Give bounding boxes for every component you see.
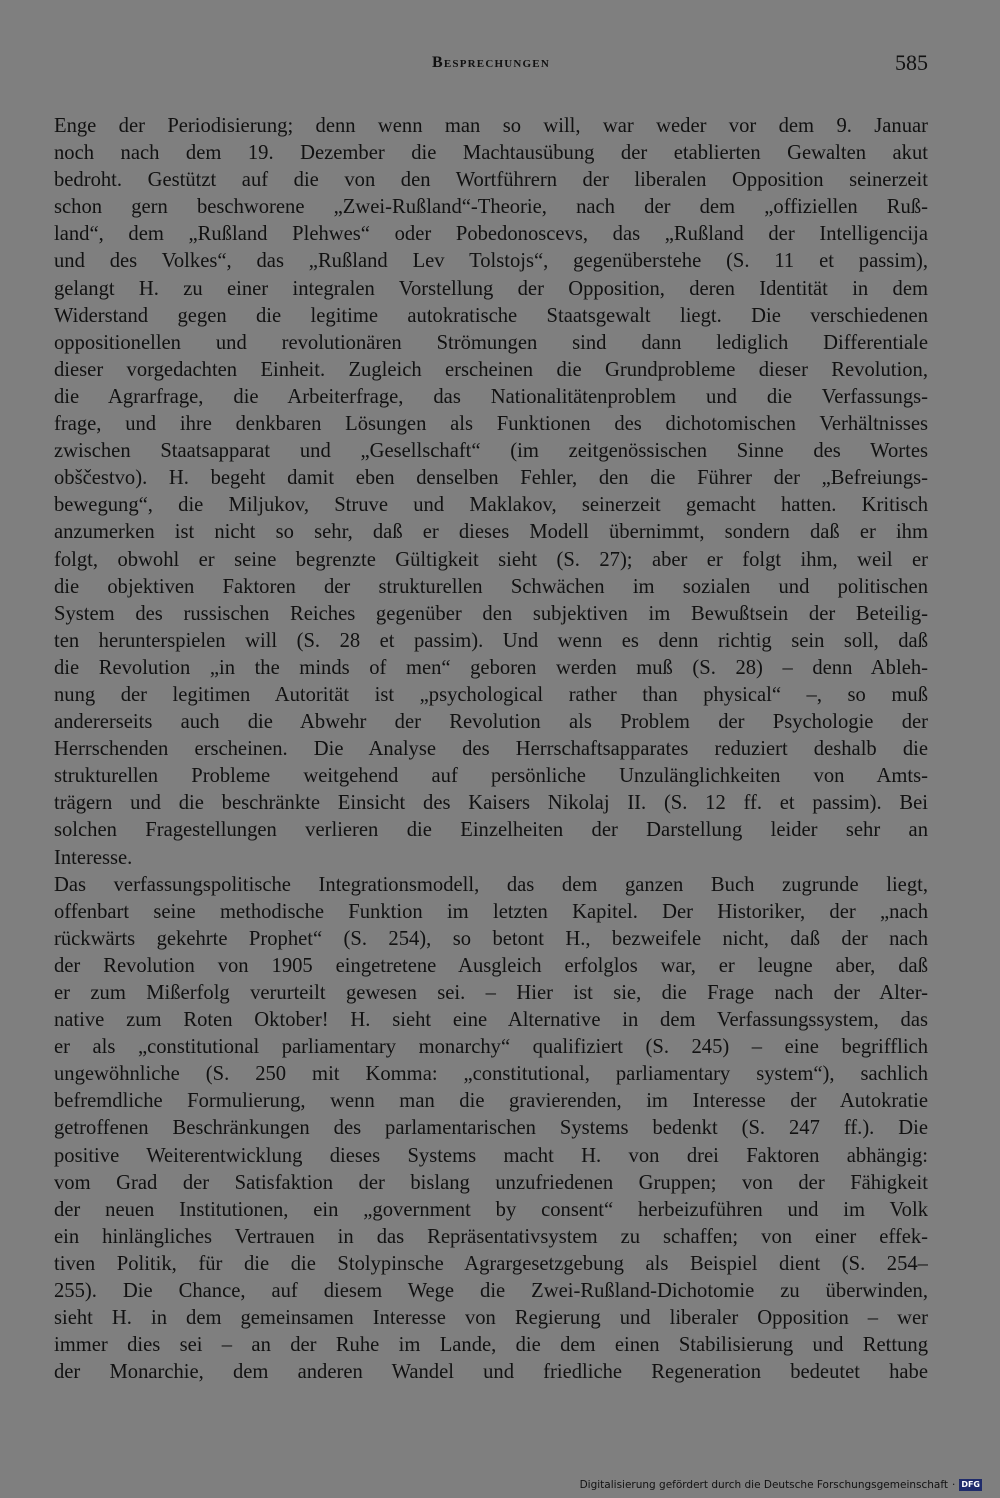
body-text	[54, 113, 928, 1386]
text-line: land“, dem „Rußland Plehwes“ oder Pobedonoscevs, das „Rußland der Intelligencija	[54, 223, 928, 246]
text-line: der Monarchie, dem anderen Wandel und friedliche Regeneration bedeutet habe	[54, 1361, 928, 1384]
text-line: 255). Die Chance, auf diesem Wege die Zwei-Rußland-Dichotomie zu überwinden,	[54, 1280, 928, 1303]
text-line: vom Grad der Satisfaktion der bislang unzufriedenen Gruppen; von der Fähigkeit	[54, 1171, 928, 1194]
text-line: ungewöhnliche (S. 250 mit Komma: „constitutional, parliamentary system“), sachlich	[54, 1063, 928, 1086]
text-line: Interesse.	[54, 846, 133, 869]
page-number: 585	[895, 50, 928, 75]
page-header	[54, 50, 928, 84]
text-line: solchen Fragestellungen verlieren die Einzelheiten der Darstellung leider sehr an	[54, 819, 928, 842]
text-line: zwischen Staatsapparat und „Gesellschaft“ (im zeitgenössischen Sinne des Wortes	[54, 440, 928, 463]
text-line: offenbart seine methodische Funktion im letzten Kapitel. Der Historiker, der „nach	[54, 900, 928, 923]
text-line: trägern und die beschränkte Einsicht des Kaisers Nikolaj II. (S. 12 ff. et passim). Bei	[54, 792, 928, 815]
text-line: er zum Mißerfolg verurteilt gewesen sei. – Hier ist sie, die Frage nach der Alter-	[54, 982, 928, 1004]
text-line: andererseits auch die Abwehr der Revolution als Problem der Psychologie der	[54, 711, 928, 734]
text-line: folgt, obwohl er seine begrenzte Gültigkeit sieht (S. 27); aber er folgt ihm, weil er	[54, 548, 928, 571]
text-line: rückwärts gekehrte Prophet“ (S. 254), so betont H., bezweifele nicht, daß der nach	[54, 927, 928, 950]
text-line: ten herunterspielen will (S. 28 et passim). Und wenn es denn richtig sein soll, daß	[54, 629, 928, 652]
text-line: noch nach dem 19. Dezember die Machtausübung der etablierten Gewalten akut	[54, 142, 928, 165]
text-line: immer dies sei – an der Ruhe im Lande, die dem einen Stabilisierung und Rettung	[54, 1334, 928, 1357]
dfg-logo: DFG	[961, 1480, 980, 1489]
text-line: bedroht. Gestützt auf die von den Wortführern der liberalen Opposition seinerzeit	[54, 169, 928, 192]
text-line: tiven Politik, für die die Stolypinsche Agrargesetzgebung als Beispiel dient (S. 254–	[54, 1252, 928, 1275]
text-line: anzumerken ist nicht so sehr, daß er dieses Modell übernimmt, sondern daß er ihm	[54, 521, 928, 544]
text-line: dieser vorgedachten Einheit. Zugleich erscheinen die Grundprobleme dieser Revolution,	[54, 358, 928, 381]
text-line: sieht H. in dem gemeinsamen Interesse von Regierung und liberaler Opposition – wer	[54, 1307, 928, 1330]
digitization-footer: Digitalisierung gefördert durch die Deutsche Forschungsgemeinschaft · DFG	[579, 1479, 980, 1491]
text-line: Das verfassungspolitische Integrationsmodell, das dem ganzen Buch zugrunde liegt,	[54, 873, 928, 896]
text-line: der neuen Institutionen, ein „government by consent“ herbeizuführen und im Volk	[54, 1198, 928, 1221]
text-line: die objektiven Faktoren der strukturellen Schwächen im sozialen und politischen	[54, 575, 928, 598]
footer-credit: Digitalisierung gefördert durch die Deutsche Forschungsgemeinschaft	[579, 1479, 948, 1491]
text-line: bewegung“, die Miljukov, Struve und Maklakov, seinerzeit gemacht hatten. Kritisch	[54, 494, 928, 517]
text-line: System des russischen Reiches gegenüber den subjektiven im Bewußtsein der Beteilig-	[54, 602, 928, 625]
text-line: getroffenen Beschränkungen des parlamentarischen Systems bedenkt (S. 247 ff.). Die	[54, 1117, 928, 1140]
text-line: und des Volkes“, das „Rußland Lev Tolstojs“, gegenüberstehe (S. 11 et passim),	[54, 250, 928, 273]
text-line: schon gern beschworene „Zwei-Rußland“-Theorie, nach der dem „offiziellen Ruß-	[54, 196, 928, 219]
text-line: Enge der Periodisierung; denn wenn man so will, war weder vor dem 9. Januar	[54, 115, 928, 137]
running-head: Besprechungen	[432, 54, 550, 71]
text-line: frage, und ihre denkbaren Lösungen als Funktionen des dichotomischen Verhältnisses	[54, 413, 928, 436]
text-line: gelangt H. zu einer integralen Vorstellung der Opposition, deren Identität in dem	[54, 277, 928, 300]
text-line: native zum Roten Oktober! H. sieht eine Alternative in dem Verfassungssystem, das	[54, 1009, 928, 1032]
text-line: befremdliche Formulierung, wenn man die gravierenden, im Interesse der Autokratie	[54, 1090, 928, 1113]
text-line: die Agrarfrage, die Arbeiterfrage, das Nationalitätenproblem und die Verfassungs-	[54, 385, 928, 408]
text-line: obščestvo). H. begeht damit eben denselben Fehler, den die Führer der „Befreiungs-	[54, 467, 928, 490]
text-line: die Revolution „in the minds of men“ geboren werden muß (S. 28) – denn Ableh-	[54, 656, 928, 679]
text-line: positive Weiterentwicklung dieses Systems macht H. von drei Faktoren abhängig:	[54, 1144, 928, 1167]
text-line: ein hinlängliches Vertrauen in das Repräsentativsystem zu schaffen; von einer effek-	[54, 1225, 928, 1248]
text-line: er als „constitutional parliamentary monarchy“ qualifiziert (S. 245) – eine begrifflich	[54, 1036, 928, 1059]
text-line: nung der legitimen Autorität ist „psychological rather than physical“ –, so muß	[54, 683, 928, 706]
text-line: der Revolution von 1905 eingetretene Ausgleich erfolglos war, er leugne aber, daß	[54, 954, 928, 977]
text-line: strukturellen Probleme weitgehend auf persönliche Unzulänglichkeiten von Amts-	[54, 765, 928, 788]
text-line: Herrschenden erscheinen. Die Analyse des Herrschaftsapparates reduziert deshalb die	[54, 738, 928, 761]
text-line: oppositionellen und revolutionären Strömungen sind dann lediglich Differentiale	[54, 331, 928, 354]
text-line: Widerstand gegen die legitime autokratische Staatsgewalt liegt. Die verschiedenen	[54, 304, 928, 327]
